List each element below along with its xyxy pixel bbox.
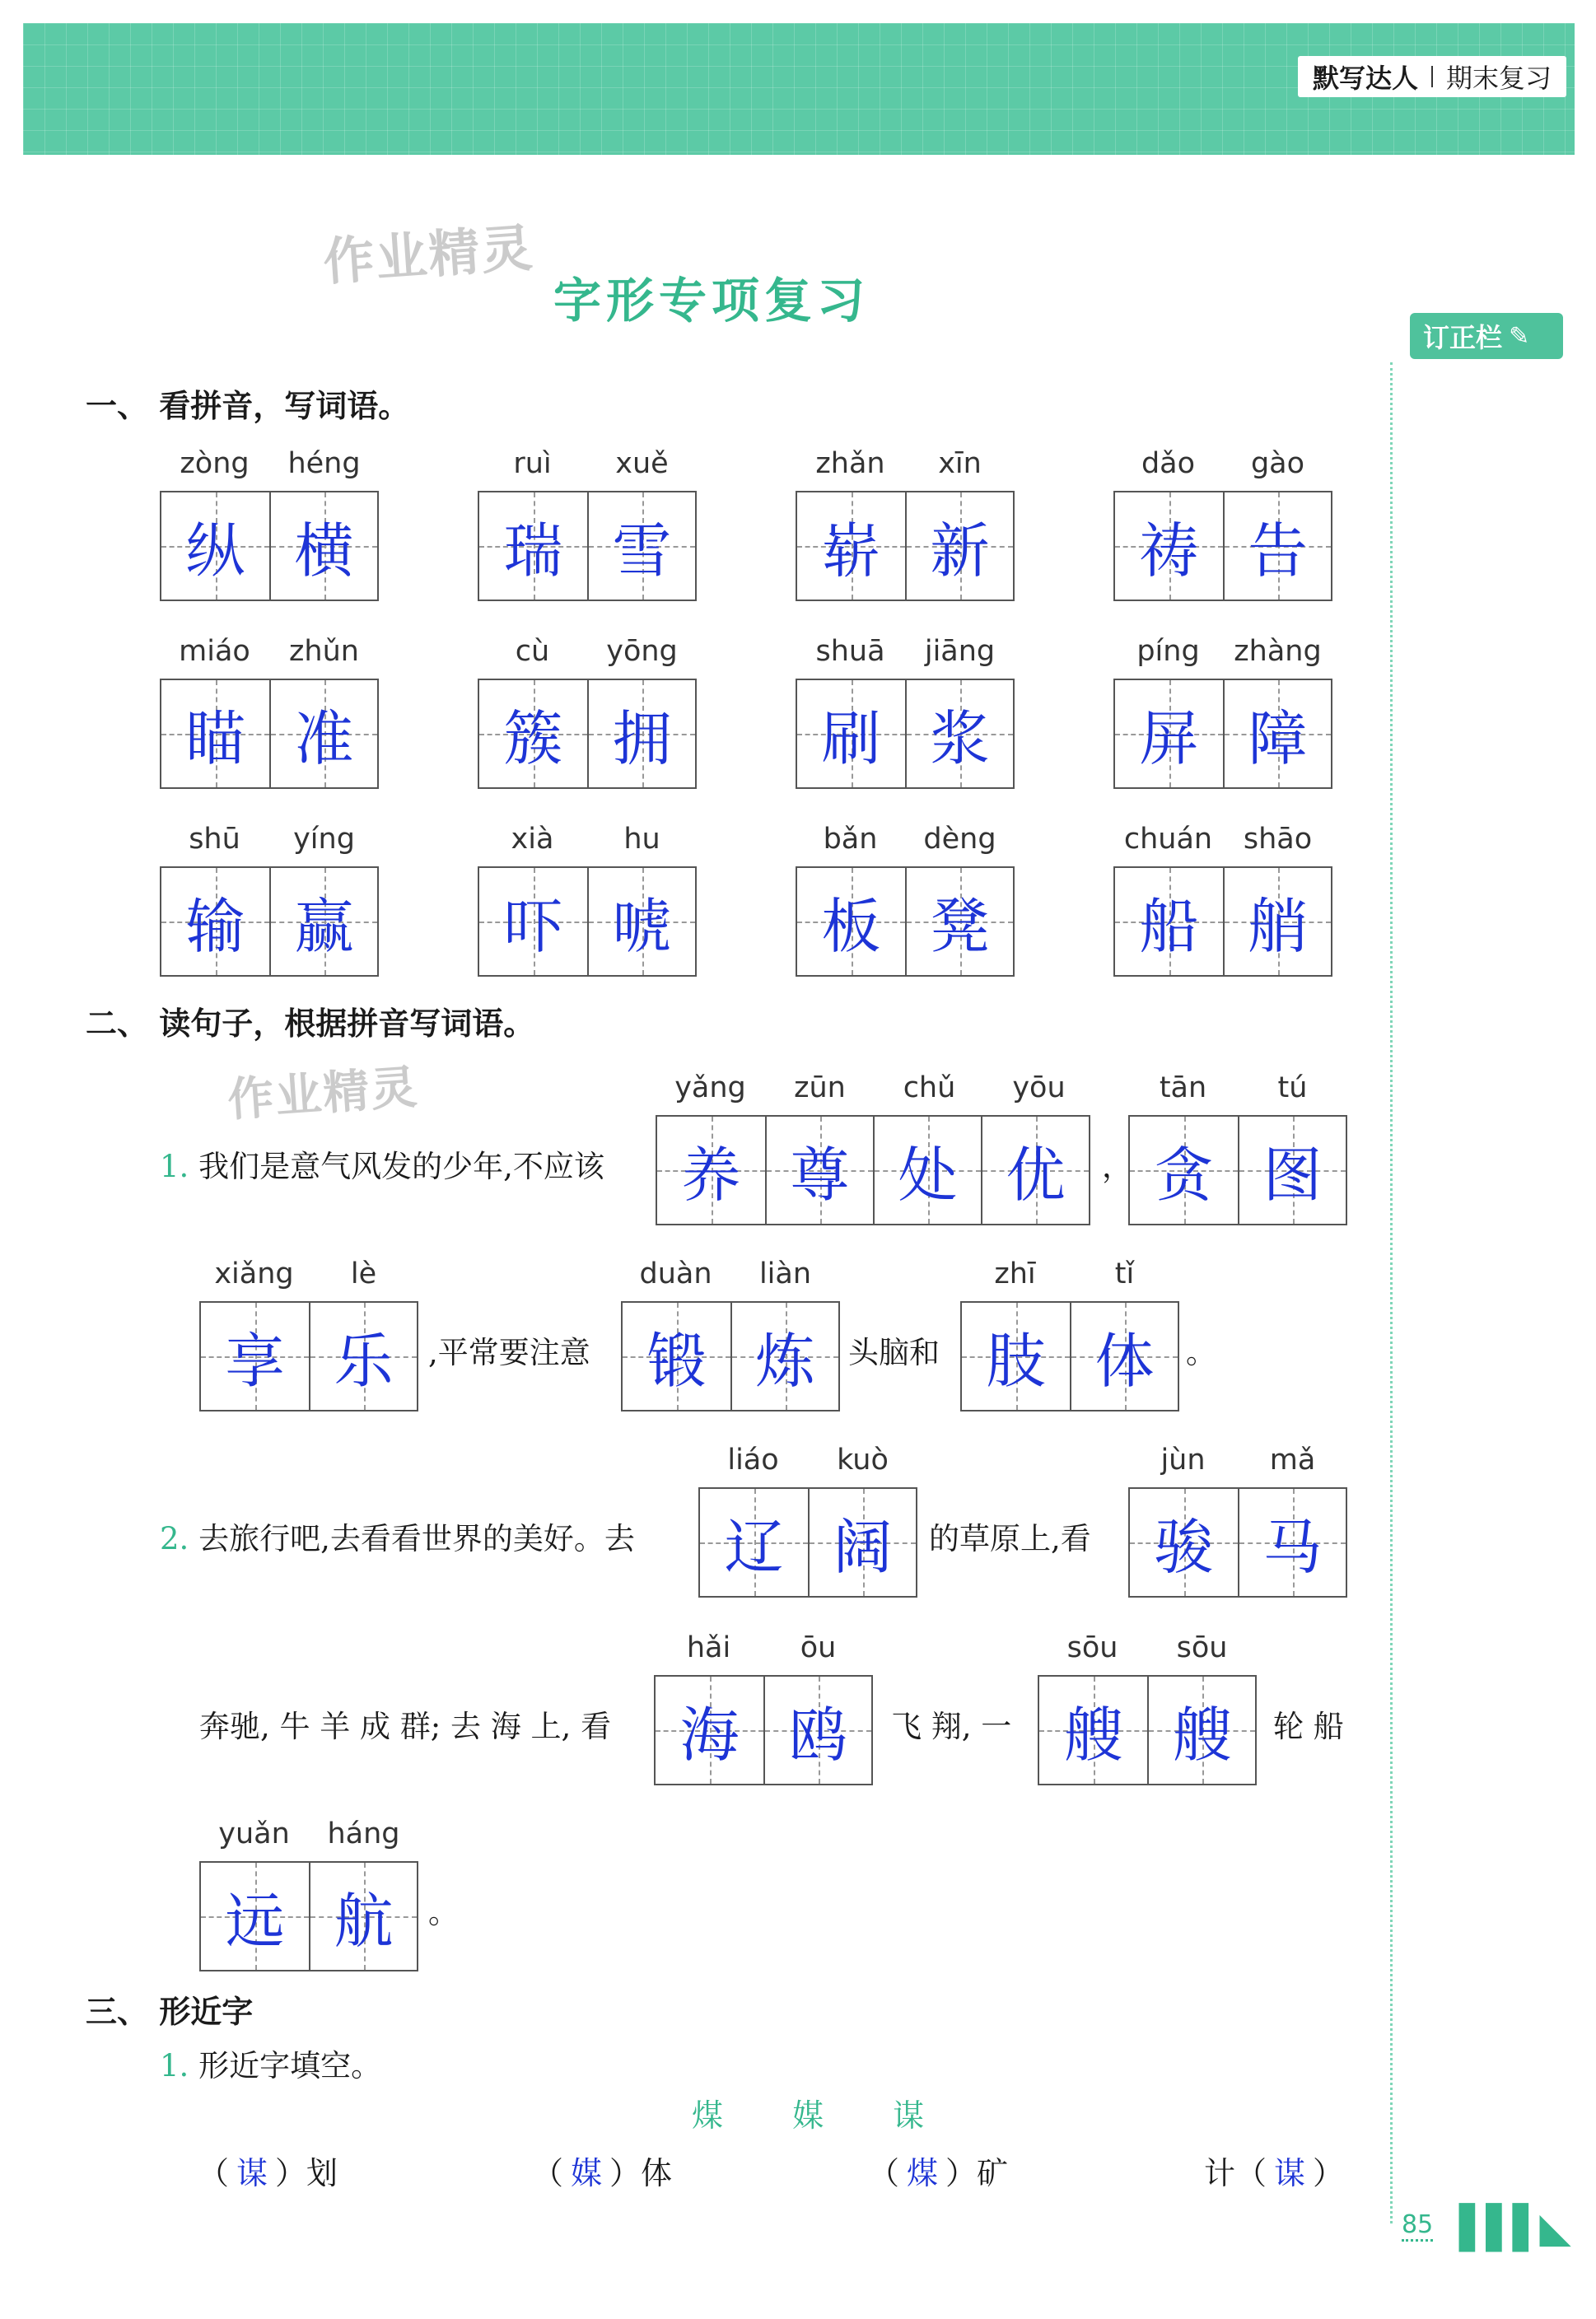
pinyin: sōu [1176, 1631, 1228, 1664]
pinyin: gào [1250, 447, 1305, 480]
tianzige-box[interactable] [201, 1863, 309, 1970]
pinyin: cù [515, 635, 550, 668]
tianzige-box[interactable] [1130, 1117, 1238, 1224]
answer-char: 锻 [646, 1327, 707, 1396]
pinyin: hǎi [686, 1631, 731, 1664]
pinyin: jùn [1160, 1444, 1206, 1477]
pinyin: chuán [1123, 823, 1213, 856]
pinyin: xīn [938, 447, 982, 480]
books-icon: ▌▌▌◣ [1459, 2204, 1566, 2251]
tianzige-box[interactable] [587, 868, 695, 975]
fill-prefix: （ [868, 2155, 900, 2191]
answer-char: 骏 [1154, 1513, 1214, 1582]
answer-char: 航 [334, 1887, 394, 1956]
question-1 [160, 2041, 381, 2085]
fill-answer[interactable]: 谋 [236, 2155, 268, 2191]
sentence-fragment: ,平常要注意 [428, 1335, 590, 1370]
tianzige-box[interactable] [730, 1303, 838, 1410]
pinyin: sōu [1066, 1631, 1118, 1664]
word-item [654, 1627, 873, 1785]
pinyin: chǔ [903, 1071, 956, 1104]
answer-char: 养 [681, 1141, 741, 1210]
pinyin: yíng [293, 823, 355, 856]
word-item [160, 819, 379, 977]
answer-char: 处 [898, 1141, 958, 1210]
pinyin: miáo [179, 635, 250, 668]
pinyin: zòng [180, 447, 250, 480]
answer-char: 浆 [930, 704, 990, 773]
tianzige-box[interactable] [797, 492, 905, 600]
sentence-fragment: ， [1102, 1149, 1132, 1184]
answer-char: 瑞 [503, 516, 563, 586]
tianzige-box[interactable] [763, 1677, 871, 1784]
fill-suffix: ）矿 [945, 2155, 1009, 2191]
answer-char: 赢 [294, 892, 354, 961]
tianzige-box[interactable] [905, 492, 1013, 600]
word-item [1128, 1439, 1347, 1598]
tianzige-box[interactable] [1223, 680, 1331, 787]
part3-heading: 三、 形近字 [86, 1994, 254, 2030]
tianzige-box[interactable] [587, 680, 695, 787]
tianzige-box[interactable] [1147, 1677, 1255, 1784]
series-name: 默写达人 [1312, 63, 1418, 94]
answer-char: 刷 [821, 704, 881, 773]
pinyin: bǎn [823, 823, 878, 856]
word-item [621, 1253, 840, 1411]
pinyin: xuě [615, 447, 669, 480]
pinyin: yuǎn [218, 1817, 290, 1850]
pinyin: héng [287, 447, 361, 480]
pinyin: xià [511, 823, 554, 856]
answer-char: 图 [1262, 1141, 1323, 1210]
answer-char: 祷 [1139, 516, 1199, 586]
tianzige-box[interactable] [905, 868, 1013, 975]
pinyin: ruì [513, 447, 552, 480]
sentence-fragment: 飞 翔, 一 [891, 1709, 1012, 1744]
sentence-1-text [160, 1141, 604, 1186]
answer-char: 吓 [503, 892, 563, 961]
tianzige-box[interactable] [1238, 1117, 1346, 1224]
word-item [1038, 1627, 1257, 1785]
pinyin: xiǎng [214, 1257, 294, 1290]
tianzige-box[interactable] [269, 680, 377, 787]
header-tag [1298, 56, 1566, 97]
fill-prefix: （ [198, 2155, 230, 2191]
answer-char: 艄 [1248, 892, 1308, 961]
tianzige-box[interactable] [1115, 680, 1223, 787]
answer-char: 尊 [790, 1141, 850, 1210]
word-item [960, 1253, 1179, 1411]
question-number: 1. [160, 2048, 189, 2083]
fill-prefix: 计（ [1204, 2155, 1267, 2191]
pinyin: dèng [923, 823, 996, 856]
tianzige-box[interactable] [657, 1117, 765, 1224]
sentence-fragment: 。 [1186, 1335, 1216, 1370]
tianzige-box[interactable] [656, 1677, 763, 1784]
tianzige-box[interactable] [1238, 1489, 1346, 1596]
pinyin: háng [327, 1817, 400, 1850]
question-text: 形近字填空。 [198, 2048, 382, 2083]
watermark: 作业精灵 [321, 217, 536, 292]
answer-char: 艘 [1063, 1701, 1123, 1770]
pinyin: dǎo [1141, 447, 1196, 480]
tianzige-box[interactable] [700, 1489, 808, 1596]
answer-char: 横 [294, 516, 354, 586]
pinyin: píng [1136, 635, 1200, 668]
word-item [796, 819, 1015, 977]
tianzige-box[interactable] [479, 680, 587, 787]
page-number: 85 [1402, 2210, 1433, 2242]
tianzige-box[interactable] [201, 1303, 309, 1410]
tianzige-box[interactable] [479, 492, 587, 600]
sentence-fragment: 去旅行吧,去看看世界的美好。去 [198, 1521, 635, 1556]
pinyin: hu [623, 823, 660, 856]
answer-char: 瞄 [185, 704, 245, 773]
fill-answer[interactable]: 媒 [571, 2155, 603, 2191]
pinyin: zhī [994, 1257, 1036, 1290]
header-separator [1431, 66, 1433, 87]
pinyin: yōu [1012, 1071, 1066, 1104]
tianzige-box[interactable] [479, 868, 587, 975]
fill-answer[interactable]: 谋 [1274, 2155, 1306, 2191]
pinyin: shū [189, 823, 240, 856]
tianzige-box[interactable] [1115, 868, 1223, 975]
tianzige-box[interactable] [161, 492, 269, 600]
fill-prefix: （ [532, 2155, 564, 2191]
answer-char: 乐 [334, 1327, 394, 1396]
tianzige-box[interactable] [1223, 492, 1331, 600]
sentence-fragment: 的草原上,看 [929, 1521, 1091, 1556]
pinyin: shuā [815, 635, 885, 668]
answer-char: 马 [1262, 1513, 1323, 1582]
tianzige-box[interactable] [1223, 868, 1331, 975]
pinyin: duàn [639, 1257, 712, 1290]
page-title: 字形专项复习 [553, 273, 870, 329]
sentence-number: 2. [160, 1521, 189, 1556]
pinyin: zūn [794, 1071, 846, 1104]
tianzige-box[interactable] [623, 1303, 730, 1410]
pinyin: ōu [800, 1631, 837, 1664]
answer-char: 炼 [755, 1327, 815, 1396]
sentence-fragment: 奔驰, 牛 羊 成 群; 去 海 上, 看 [199, 1709, 612, 1744]
tianzige-box[interactable] [161, 868, 269, 975]
word-item [478, 631, 697, 789]
answer-char: 享 [225, 1327, 285, 1396]
answer-char: 肢 [986, 1327, 1046, 1396]
pinyin: zhàng [1234, 635, 1322, 668]
tianzige-box[interactable] [269, 868, 377, 975]
word-item [199, 1253, 418, 1411]
answer-char: 贪 [1154, 1141, 1214, 1210]
pinyin: mǎ [1269, 1444, 1316, 1477]
word-item [656, 1067, 1094, 1225]
sentence-2-text [160, 1514, 635, 1558]
fill-item [868, 2148, 1008, 2193]
tianzige-box[interactable] [765, 1117, 873, 1224]
sentence-number: 1. [160, 1149, 189, 1184]
sentence-fragment: 我们是意气风发的少年,不应该 [198, 1149, 604, 1184]
word-item [796, 443, 1015, 601]
answer-char: 告 [1248, 516, 1308, 586]
word-item [478, 443, 697, 601]
tianzige-box[interactable] [962, 1303, 1070, 1410]
answer-char: 崭 [821, 516, 881, 586]
tianzige-box[interactable] [1130, 1489, 1238, 1596]
tianzige-box[interactable] [905, 680, 1013, 787]
tianzige-box[interactable] [269, 492, 377, 600]
correction-tag [1410, 313, 1563, 359]
answer-char: 凳 [930, 892, 990, 961]
sentence-fragment: 。 [428, 1895, 459, 1930]
pinyin: yǎng [674, 1071, 746, 1104]
pinyin: shāo [1243, 823, 1313, 856]
word-item [1113, 819, 1332, 977]
watermark: 作业精灵 [226, 1060, 421, 1128]
pinyin: jiāng [924, 635, 996, 668]
word-item [1128, 1067, 1347, 1225]
word-item [796, 631, 1015, 789]
answer-char: 板 [821, 892, 881, 961]
fill-item [1204, 2148, 1344, 2193]
pinyin: yōng [606, 635, 678, 668]
fill-suffix: ）体 [609, 2155, 673, 2191]
tianzige-box[interactable] [1115, 492, 1223, 600]
word-item [1113, 631, 1332, 789]
answer-char: 船 [1139, 892, 1199, 961]
fill-answer[interactable]: 煤 [907, 2155, 939, 2191]
section-name: 期末复习 [1445, 63, 1552, 94]
pinyin: zhǎn [815, 447, 885, 480]
answer-char: 新 [930, 516, 990, 586]
fill-item [532, 2148, 672, 2193]
tianzige-box[interactable] [1039, 1677, 1147, 1784]
pinyin: liàn [758, 1257, 812, 1290]
answer-char: 唬 [612, 892, 672, 961]
tianzige-box[interactable] [797, 680, 905, 787]
word-item [1113, 443, 1332, 601]
part1-heading: 一、 看拼音，写词语。 [86, 388, 410, 424]
tianzige-box[interactable] [309, 1863, 417, 1970]
fill-item [198, 2148, 338, 2193]
answer-char: 纵 [185, 516, 245, 586]
answer-char: 准 [294, 704, 354, 773]
answer-char: 鸥 [788, 1701, 848, 1770]
answer-char: 拥 [612, 704, 672, 773]
answer-char: 海 [679, 1701, 740, 1770]
word-item [160, 631, 379, 789]
pinyin: lè [350, 1257, 377, 1290]
answer-char: 阔 [833, 1513, 893, 1582]
fill-suffix: ） [1313, 2155, 1345, 2191]
word-item [160, 443, 379, 601]
tianzige-box[interactable] [981, 1117, 1089, 1224]
tianzige-box[interactable] [309, 1303, 417, 1410]
correction-column-divider [1390, 362, 1393, 2223]
answer-char: 输 [185, 892, 245, 961]
pinyin: tǐ [1114, 1257, 1135, 1290]
pinyin: liáo [727, 1444, 779, 1477]
answer-char: 远 [225, 1887, 285, 1956]
sentence-fragment: 轮 船 [1273, 1709, 1344, 1744]
answer-char: 雪 [612, 516, 672, 586]
pinyin: tān [1159, 1071, 1207, 1104]
answer-char: 簇 [503, 704, 563, 773]
answer-char: 屏 [1139, 704, 1199, 773]
similar-chars: 煤 媒 谋 [692, 2097, 954, 2134]
answer-char: 障 [1248, 704, 1308, 773]
tianzige-box[interactable] [161, 680, 269, 787]
pencil-icon: ✎ [1509, 321, 1530, 351]
pinyin: zhǔn [289, 635, 359, 668]
pinyin: tú [1277, 1071, 1308, 1104]
tianzige-box[interactable] [587, 492, 695, 600]
answer-char: 艘 [1172, 1701, 1232, 1770]
tianzige-box[interactable] [808, 1489, 916, 1596]
fill-suffix: ）划 [275, 2155, 338, 2191]
tianzige-box[interactable] [797, 868, 905, 975]
word-item [478, 819, 697, 977]
sentence-fragment: 头脑和 [848, 1335, 940, 1370]
word-item [698, 1439, 917, 1598]
pinyin: kuò [837, 1444, 889, 1477]
correction-label: 订正栏 [1423, 322, 1503, 353]
answer-char: 体 [1094, 1327, 1155, 1396]
part2-heading: 二、 读句子，根据拼音写词语。 [86, 1006, 535, 1042]
answer-char: 辽 [724, 1513, 784, 1582]
answer-char: 优 [1006, 1141, 1066, 1210]
tianzige-box[interactable] [873, 1117, 981, 1224]
word-item [199, 1813, 418, 1971]
tianzige-box[interactable] [1070, 1303, 1178, 1410]
